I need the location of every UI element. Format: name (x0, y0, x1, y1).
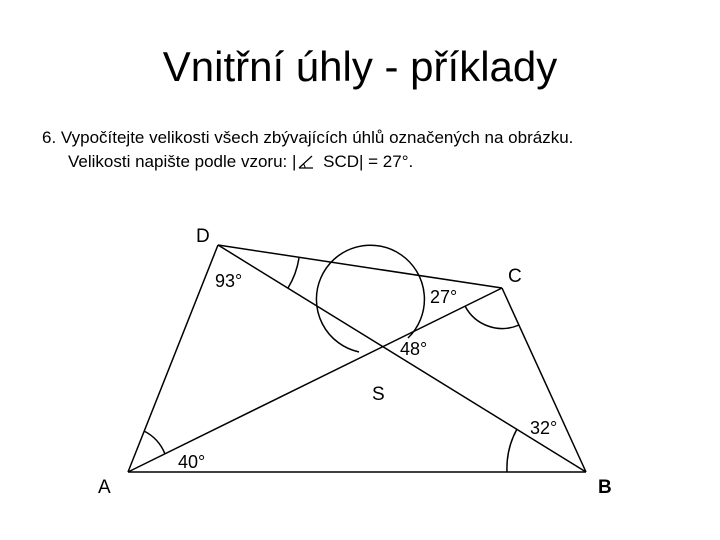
page-title: Vnitřní úhly - příklady (162, 43, 558, 90)
task-line-2-suffix: SCD| = 27°. (318, 152, 414, 171)
arc-at-s (316, 245, 424, 352)
arc-at-c (465, 306, 519, 329)
edge-ad (128, 245, 218, 472)
task-line-1: 6. Vypočítejte velikosti všech zbývajících úhlů označených na obrázku. (42, 128, 574, 147)
angle-labels (178, 271, 557, 472)
vertex-labels (98, 226, 612, 498)
vertex-label-b: B (598, 477, 612, 498)
edge-cb (502, 288, 586, 472)
angle-label-b: 32° (530, 418, 558, 438)
angle-label-s: 48° (400, 339, 428, 359)
arc-at-d (288, 258, 299, 288)
arc-at-a (144, 431, 165, 454)
angle-label-a: 40° (178, 452, 206, 472)
diagonal-ac (128, 288, 502, 472)
angle-label-d: 93° (215, 271, 243, 291)
task-line-2-prefix: Velikosti napište podle vzoru: | (68, 152, 297, 171)
vertex-label-s: S (372, 384, 385, 405)
angle-arcs (144, 245, 519, 472)
angle-label-c: 27° (430, 287, 458, 307)
vertex-label-c: C (508, 266, 522, 287)
vertex-label-a: A (98, 477, 111, 498)
vertex-label-d: D (196, 226, 210, 247)
arc-at-b (507, 429, 517, 472)
edge-dc (218, 245, 502, 288)
